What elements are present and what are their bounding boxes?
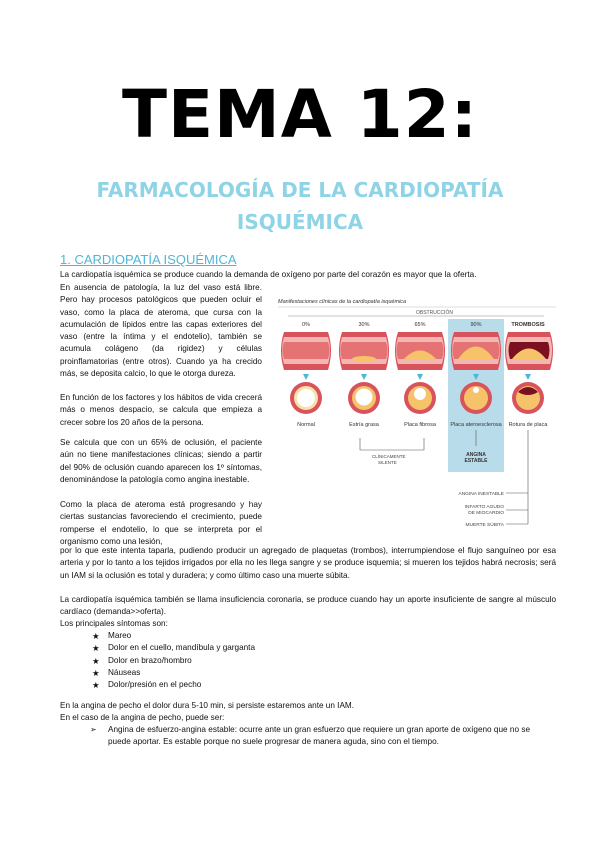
outcome-sudden-death: MUERTE SÚBITA <box>465 523 504 528</box>
stage-name: Placa fibrosa <box>404 422 436 428</box>
page-subtitle <box>0 174 600 238</box>
obstruction-label: OBSTRUCCIÓN <box>416 310 453 316</box>
stage-label: 90% <box>470 322 482 328</box>
list-item: ★ Dolor en el cuello, mandíbula y garganta <box>92 642 255 654</box>
stage-label: TROMBOSIS <box>511 322 545 328</box>
angina-item-text: Angina de esfuerzo-angina estable: ocurre ante un gran esfuerzo que requiere un gran aporte de oxígeno que no se puede aportar. Es estable porque no suele progresar de manera aguda, sino con el tiempo. <box>108 725 530 747</box>
stage-name: Placa ateroesclerosa <box>450 422 502 428</box>
arrow-bullet-icon: ➢ <box>90 725 97 734</box>
list-item: ★ Mareo <box>92 630 255 642</box>
cross-section-atherosclerotic-plaque <box>460 382 492 414</box>
cross-section-fatty-streak <box>348 382 380 414</box>
asymptomatic-label: SILENTE <box>378 460 397 465</box>
stable-angina-label: ANGINA <box>466 452 486 458</box>
list-item: ★ Náuseas <box>92 667 255 679</box>
asymptomatic-label: CLÍNICAMENTE <box>372 454 406 459</box>
ischemic-disease-figure <box>278 298 556 532</box>
paragraph-duration: En la angina de pecho el dolor dura 5-10 min, si persiste estaremos ante un IAM. <box>60 701 355 710</box>
outcome-myocardial-infarction: DE MIOCARDIO <box>468 511 504 516</box>
paragraph-occlusion: Se calcula que con un 65% de oclusión, el paciente aún no tiene manifestaciones clínicas; siendo a partir del 90% de oclusión cuando aparecen los 1º síntomas, denominándose la patología como angina inestable. <box>60 438 262 484</box>
arrow-down-icon <box>303 374 309 380</box>
outcome-myocardial-infarction: INFARTO AGUDO <box>464 505 504 510</box>
stable-angina-label: ESTABLE <box>464 458 488 464</box>
vessel-fibrous-plaque <box>395 332 445 370</box>
section-heading: 1. CARDIOPATÍA ISQUÉMICA <box>60 252 237 267</box>
stage-name: Normal <box>297 422 315 428</box>
paragraph-angina-types: En el caso de la angina de pecho, puede ser: <box>60 713 225 722</box>
arrow-down-icon <box>417 374 423 380</box>
stage-name: Estría grasa <box>349 422 379 428</box>
arrow-down-icon <box>361 374 367 380</box>
cross-section-fibrous-plaque <box>404 382 436 414</box>
subtitle-line-2: ISQUÉMICA <box>236 210 364 234</box>
list-item: ★ Dolor en brazo/hombro <box>92 655 255 667</box>
paragraph-pathology: En ausencia de patología, la luz del vaso está libre. Pero hay procesos patológicos que pueden ocluir el vaso, como la placa de ateroma, que cursa con la acumulación de lípidos entre las capas exteriores del vaso (entre la íntima y el endotelio), también se acumula colágeno (da rigidez) y células proinflamatorias (entre otros). Cuando ya ha crecido más, se deposita calcio, lo que le otorga dureza. <box>60 283 262 379</box>
stage-label: 65% <box>414 322 426 328</box>
paragraph-growth: En función de los factores y los hábitos de vida crecerá más o menos despacio, se calcula que empieza a crecer sobre los 20 años de la persona. <box>60 393 262 427</box>
symptoms-intro: Los principales síntomas son: <box>60 619 168 628</box>
stage-label: 0% <box>302 322 310 328</box>
vessel-atherosclerotic-plaque <box>451 332 501 370</box>
list-item: ★ Dolor/presión en el pecho <box>92 679 255 691</box>
paragraph-rupture: Como la placa de ateroma está progresando y hay ciertas sustancias favoreciendo el crecimiento, puede romperse el endotelio, lo que se interpreta por el organismo como una lesión, <box>60 500 262 546</box>
cross-section-normal <box>290 382 322 414</box>
vessel-thrombosis <box>505 332 553 370</box>
angina-list-item <box>90 724 530 749</box>
symptoms-list <box>92 630 255 691</box>
stage-name: Rotura de placa <box>508 422 548 428</box>
asymptomatic-bracket <box>360 438 424 450</box>
paragraph-thrombus: por lo que este intenta taparla, pudiendo producir un agregado de plaquetas (trombos), interrumpiendose el flujo sanguíneo por esa arteria y por lo tanto a los tejidos irrigados por ella no les llega sangre y se produce isquemia; si mueren los tejidos habrá necrosis; será un IAM si la oclusión es total y duradera; y como último caso una muerte súbita. <box>60 546 556 580</box>
vessel-fatty-streak <box>339 332 389 370</box>
arrow-down-icon <box>525 374 531 380</box>
figure-caption: Manifestaciones clínicas de la cardiopatía isquémica <box>278 299 407 305</box>
intro-paragraph: La cardiopatía isquémica se produce cuando la demanda de oxígeno por parte del corazón es mayor que la oferta. <box>60 270 477 279</box>
stage-label: 30% <box>358 322 370 328</box>
cross-section-plaque-rupture <box>512 382 544 414</box>
subtitle-line-1: FARMACOLOGÍA DE LA CARDIOPATÍA <box>96 178 504 202</box>
outcome-unstable-angina: ANGINA INESTABLE <box>458 492 504 497</box>
page-title: TEMA 12: <box>121 76 479 153</box>
vessel-normal <box>281 332 331 370</box>
paragraph-insufficiency: La cardiopatía isquémica también se llama insuficiencia coronaria, se produce cuando hay un aporte insuficiente de sangre al músculo cardíaco (demanda>>oferta). <box>60 595 556 617</box>
